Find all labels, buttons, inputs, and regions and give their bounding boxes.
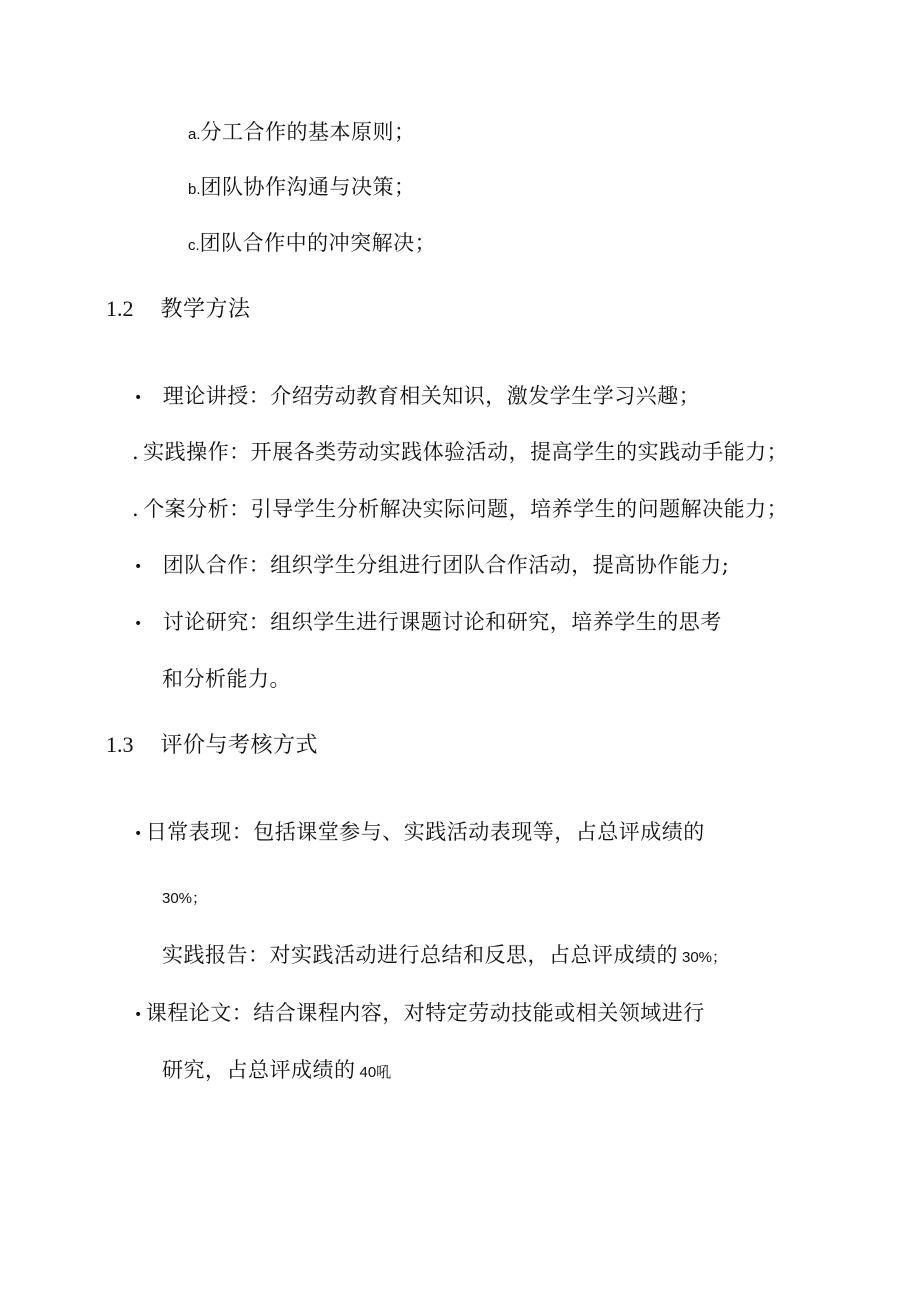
list-item-text: 日常表现：包括课堂参与、实践活动表现等，占总评成绩的 [145, 820, 705, 844]
list-item [134, 817, 705, 849]
section-number: 1.3 [106, 732, 134, 757]
list-item-b [188, 172, 416, 205]
list-item-text: 理论讲授：介绍劳动教育相关知识，激发学生学习兴趣； [162, 384, 701, 408]
section-heading-1-3 [106, 730, 318, 761]
list-item [132, 437, 788, 467]
percentage-value: 40吼 [359, 1064, 392, 1081]
list-item-continuation [162, 664, 291, 694]
list-item [134, 550, 729, 582]
section-number: 1.2 [106, 296, 134, 321]
list-marker: c. [188, 237, 200, 254]
list-item-a [188, 117, 416, 150]
list-item [134, 998, 705, 1030]
section-title: 评价与考核方式 [160, 733, 319, 758]
list-item-text: 课程论文：结合课程内容，对特定劳动技能或相关领域进行 [145, 1001, 705, 1025]
list-item-continuation [162, 881, 207, 914]
list-item-text: 分工合作的基本原则； [200, 120, 416, 144]
list-marker: . [132, 497, 140, 521]
percentage-value: 30%； [682, 949, 728, 966]
list-item-text: 个案分析：引导学生分析解决实际问题，培养学生的问题解决能力； [143, 497, 789, 521]
list-item-text: 团队协作沟通与决策； [200, 175, 416, 199]
list-item [132, 494, 788, 524]
list-item-text: 实践报告：对实践活动进行总结和反思，占总评成绩的 [162, 943, 678, 967]
list-item [134, 607, 722, 639]
list-item [162, 940, 727, 973]
bullet-marker: • [134, 615, 143, 632]
list-item-text: 和分析能力。 [162, 667, 291, 691]
bullet-marker: • [134, 389, 143, 406]
list-marker: b. [188, 181, 201, 198]
bullet-marker: • [134, 1006, 143, 1023]
list-item-text: 研究，占总评成绩的 [162, 1058, 356, 1082]
bullet-marker: • [134, 558, 143, 575]
list-item-c [188, 228, 436, 261]
section-heading-1-2 [106, 294, 251, 325]
list-item [134, 381, 700, 413]
list-item-text: 实践操作：开展各类劳动实践体验活动，提高学生的实践动手能力； [143, 440, 789, 464]
list-item-text: 团队合作中的冲突解决； [199, 231, 437, 255]
list-item-text: 团队合作：组织学生分组进行团队合作活动，提高协作能力; [162, 553, 730, 577]
list-item-continuation [162, 1055, 391, 1088]
bullet-marker: • [134, 825, 143, 842]
percentage-value: 30%； [162, 890, 208, 907]
list-item-text: 讨论研究：组织学生进行课题讨论和研究，培养学生的思考 [162, 610, 722, 634]
section-title: 教学方法 [160, 297, 251, 322]
list-marker: a. [188, 126, 201, 143]
list-marker: . [132, 440, 140, 464]
